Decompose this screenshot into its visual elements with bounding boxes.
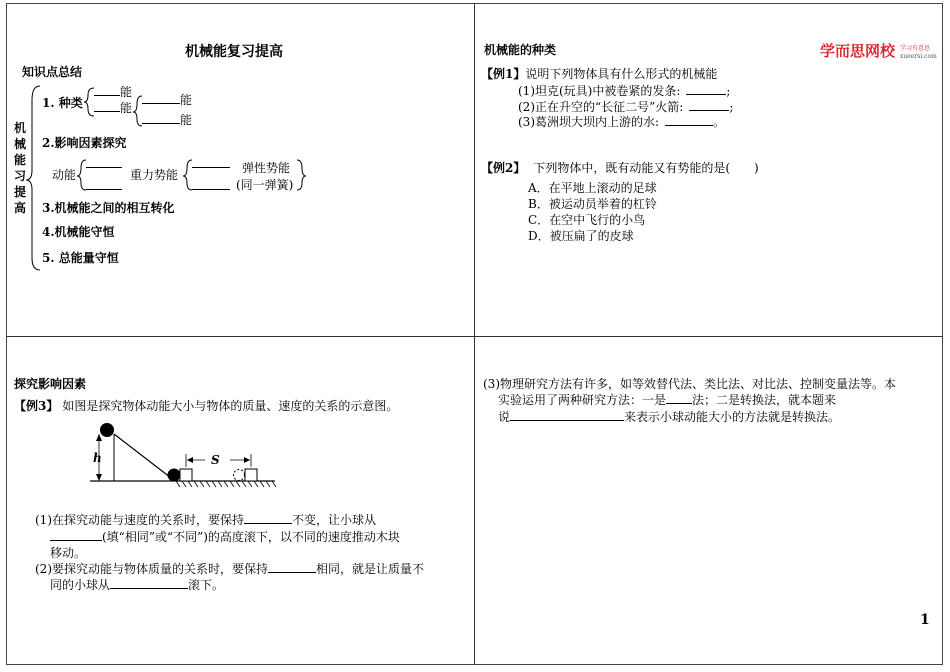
vertical-char: 习: [13, 169, 26, 183]
example-1-prompt: [481, 66, 717, 82]
gravity-blank-1: [192, 156, 230, 172]
ex3-label: 【例3】: [14, 399, 59, 413]
p2-a: (2)要探究动能与物体质量的关系时，要保持: [35, 562, 268, 576]
p2-b: 相同，就是让质量不: [316, 562, 425, 576]
page-number: 1: [920, 612, 930, 628]
option-d: D．被压扁了的皮球: [528, 229, 634, 243]
ex3-text: 如图是探究物体动能大小与物体的质量、速度的关系的示意图。: [62, 399, 399, 413]
q4-line3-a: 说: [498, 410, 511, 424]
p2-c: 同的小球从: [50, 578, 111, 592]
logo-main: 学而思网校: [820, 42, 896, 60]
ball-bottom: [168, 469, 181, 482]
height-label: h: [93, 451, 102, 465]
gravity-pe-label: 重力势能: [130, 168, 179, 182]
energy-c-label: 能: [180, 93, 193, 107]
energy-d-label: 能: [180, 113, 193, 127]
q4-line-1: (3)物理研究方法有许多，如等效替代法、类比法、对比法、控制变量法等。本: [483, 377, 897, 391]
example-3-prompt: [14, 398, 398, 414]
energy-blank-c: [142, 92, 192, 108]
item-1-types: 1. 种类: [42, 96, 83, 110]
vertical-char: 能: [13, 153, 26, 167]
vertical-char: 提: [13, 185, 26, 199]
ex1-c-period: 。: [713, 115, 726, 129]
distance-label: S: [211, 453, 220, 467]
wood-block-start: [180, 469, 192, 481]
ex2-text: 下列物体中，既有动能又有势能的是( ): [533, 161, 759, 175]
energy-blank-a: [94, 84, 132, 100]
logo-small: 学习有意思: [900, 45, 931, 52]
ex1-b-text: (2)正在升空的“长征二号”火箭:: [518, 100, 684, 114]
kinetic-blank-2: [86, 178, 122, 194]
item-3-conversion: 3.机械能之间的相互转化: [42, 201, 175, 215]
subtitle: 知识点总结: [22, 65, 83, 79]
option-c: C．在空中飞行的小鸟: [528, 213, 646, 227]
elastic-pe-label: 弹性势能: [242, 161, 291, 175]
p1-c: (填“相同”或“不同”)的高度滚下，以不同的速度推动木块: [102, 530, 400, 544]
gravity-blank-2: [192, 178, 230, 194]
item-5-energy-conservation: 5. 总能量守恒: [42, 251, 119, 265]
block-dashed-ball: [234, 470, 245, 481]
wood-block-end: [245, 469, 257, 481]
q3-heading: 探究影响因素: [14, 377, 87, 391]
part-1-line-3: 移动。: [50, 546, 87, 560]
option-b: B．被运动员举着的杠铃: [528, 197, 657, 211]
ball-top: [100, 423, 114, 437]
q4-line2-a: 实验运用了两种研究方法：一是: [498, 393, 667, 407]
ex1-a-text: (1)坦克(玩具)中被卷紧的发条:: [518, 84, 681, 98]
vertical-char: 高: [13, 201, 26, 215]
ex2-label: 【例2】: [481, 161, 526, 175]
ex1-a-semi: ;: [726, 84, 731, 98]
part-2-line-1: [35, 561, 424, 577]
item-4-conservation: 4.机械能守恒: [42, 225, 115, 239]
ex1-part-2: [518, 99, 733, 115]
brand-logo: [820, 43, 940, 67]
ground-hatching: [176, 481, 276, 487]
q2-heading: 机械能的种类: [484, 43, 557, 57]
energy-a-label: 能: [120, 85, 133, 99]
logo-url: xueersi.com: [900, 53, 937, 60]
q4-line3-b: 来表示小球动能大小的方法就是转换法。: [624, 410, 841, 424]
vertical-char: 机: [13, 121, 26, 135]
p2-d: 滚下。: [188, 578, 225, 592]
kinetic-blank-1: [86, 156, 122, 172]
ex1-text: 说明下列物体具有什么形式的机械能: [525, 67, 718, 81]
energy-blank-d: [142, 112, 192, 128]
p1-b: 不变，让小球从: [292, 513, 377, 527]
horizontal-divider: [6, 336, 943, 337]
p1-a: (1)在探究动能与速度的关系时，要保持: [35, 513, 244, 527]
ex1-part-3: [518, 114, 725, 130]
item-2-factors: 2.影响因素探究: [42, 136, 127, 150]
part-1-line-1: [35, 512, 376, 528]
ex1-c-text: (3)葛洲坝大坝内上游的水:: [518, 115, 660, 129]
doc-title: 机械能复习提高: [185, 44, 283, 60]
example-2-prompt: [481, 160, 759, 176]
option-a: A．在平地上滚动的足球: [528, 181, 657, 195]
ex1-label: 【例1】: [481, 67, 526, 81]
part-1-line-2: [50, 529, 400, 545]
ex1-part-1: [518, 83, 730, 99]
same-spring-label: (同一弹簧): [236, 178, 294, 192]
q4-line2-b: 法；二是转换法，就本题来: [692, 393, 837, 407]
vertical-char: 械: [13, 137, 26, 151]
experiment-diagram: [80, 418, 300, 498]
kinetic-label: 动能: [52, 168, 77, 182]
q4-line-3: [498, 409, 840, 425]
ex1-b-semi: ;: [729, 100, 734, 114]
part-2-line-2: [50, 577, 224, 593]
energy-b-label: 能: [120, 101, 133, 115]
energy-blank-b: [94, 100, 132, 116]
q4-line-2: [498, 392, 836, 408]
